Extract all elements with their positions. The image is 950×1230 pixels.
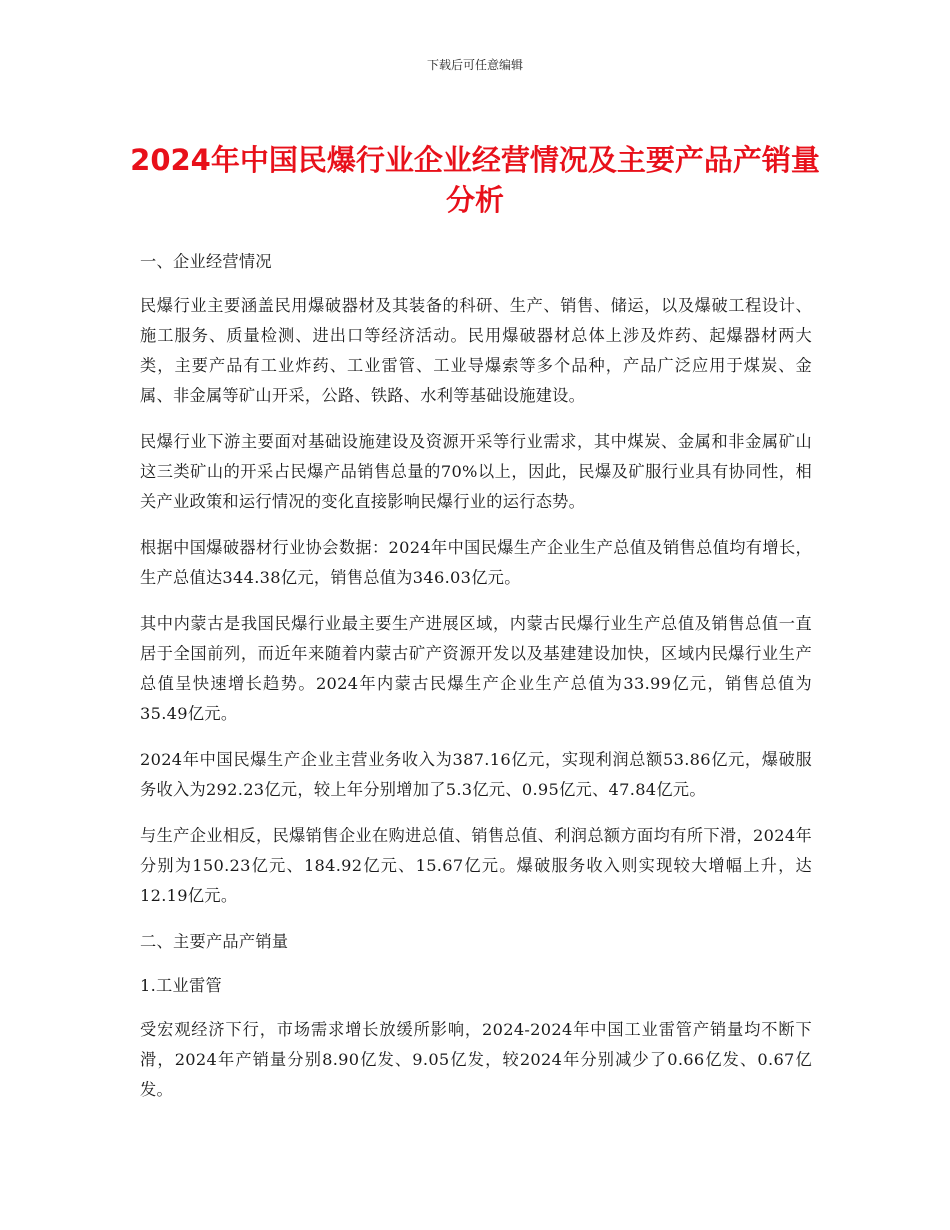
section-heading-2: 二、主要产品产销量 bbox=[140, 932, 289, 951]
paragraph-4: 其中内蒙古是我国民爆行业最主要生产进展区域，内蒙古民爆行业生产总值及销售总值一直居于全国前列，而近年来随着内蒙古矿产资源开发以及基建建设加快，区域内民爆行业生产总值呈快速增长趋势。2024年内蒙古民爆生产企业生产总值为33.99亿元，销售总值为35.49亿元。 bbox=[140, 614, 812, 723]
paragraph-1: 民爆行业主要涵盖民用爆破器材及其装备的科研、生产、销售、储运，以及爆破工程设计、施工服务、质量检测、进出口等经济活动。民用爆破器材总体上涉及炸药、起爆器材两大类，主要产品有工业炸药、工业雷管、工业导爆索等多个品种，产品广泛应用于煤炭、金属、非金属等矿山开采，公路、铁路、水利等基础设施建设。 bbox=[140, 296, 812, 405]
paragraph-5: 2024年中国民爆生产企业主营业务收入为387.16亿元，实现利润总额53.86亿元，爆破服务收入为292.23亿元，较上年分别增加了5.3亿元、0.95亿元、47.84亿元。 bbox=[140, 750, 812, 799]
paragraph-6: 与生产企业相反，民爆销售企业在购进总值、销售总值、利润总额方面均有所下滑，2024年分别为150.23亿元、184.92亿元、15.67亿元。爆破服务收入则实现较大增幅上升，达12.19亿元。 bbox=[140, 826, 812, 905]
header-note: 下载后可任意编辑 bbox=[426, 58, 523, 72]
paragraph-7: 受宏观经济下行，市场需求增长放缓所影响，2024-2024年中国工业雷管产销量均不断下滑，2024年产销量分别8.90亿发、9.05亿发，较2024年分别减少了0.66亿发、0.67亿发。 bbox=[140, 1020, 812, 1099]
paragraph-2: 民爆行业下游主要面对基础设施建设及资源开采等行业需求，其中煤炭、金属和非金属矿山这三类矿山的开采占民爆产品销售总量的70%以上，因此，民爆及矿服行业具有协同性，相关产业政策和运行情况的变化直接影响民爆行业的运行态势。 bbox=[140, 432, 812, 511]
paragraph-3: 根据中国爆破器材行业协会数据：2024年中国民爆生产企业生产总值及销售总值均有增长，生产总值达344.38亿元，销售总值为346.03亿元。 bbox=[140, 538, 812, 587]
document-body bbox=[140, 247, 812, 1121]
subsection-heading-1: 1.工业雷管 bbox=[140, 976, 222, 995]
section-heading-1: 一、企业经营情况 bbox=[140, 252, 272, 271]
document-title: 2024年中国民爆行业企业经营情况及主要产品产销量分析 bbox=[130, 143, 820, 217]
